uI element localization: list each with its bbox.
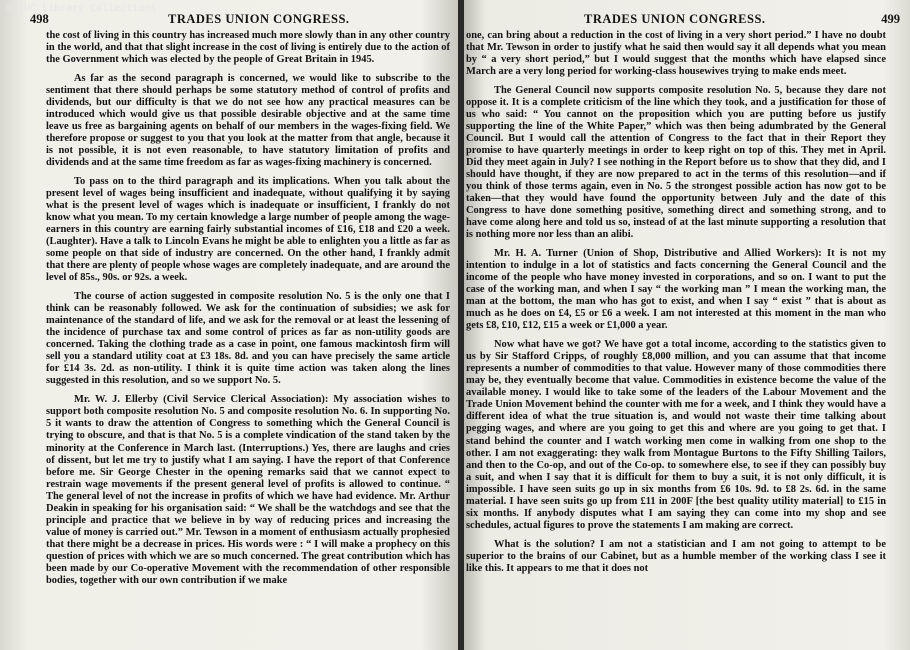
right-paragraph-5: What is the solution? I am not a statistician and I am not going to attempt to be superior to the brains of our Cabinet, but as a humble member of the working class I see it like this. It appears to me that it does not [466, 538, 886, 574]
right-paragraph-4: Now what have we got? We have got a total income, according to the statistics given to us by Sir Stafford Cripps, of roughly £8,000 million, and you can assume that that income represents a number of commodities to that value. However many of those commodities there may be, they eventually become that value. Commodities in existence become the value of the available money. I would like to take some of the leaders of the Labour Movement and the Trade Union Movement behind the counter with me for a week, and I think they would have a different idea of what the true situation is, and would not waste their time talking about pegging wages, and where are you going to get this and where are you going to get that. I stand behind the counter and I watch working men come in walking from one shop to the other. I am not exaggerating: they walk from Montague Burtons to the Fifty Shilling Tailors, and then to the Co-op, and out of the Co-op. to somewhere else, to see if they can possibly buy a suit, and when I say that it is difficult for them to buy a suit, it is not only difficult, it is impossible. I have seen suits go up in six months from £6 10s. 9d. to £8 2s. 6d. in the same material. I have seen suits go up from £11 in 200F [the best quality utility material] to £15 in six months. If anybody disputes what I am saying they can come into my shop and see schedules, actual figures to prove the statements I am making are correct. [466, 339, 886, 531]
right-running-head [466, 10, 900, 30]
left-paragraph-5 [46, 394, 450, 586]
copyright-watermark: © TUC Library Collections [6, 3, 157, 14]
speech-text: (Civil Service Clerical Association): My association wishes to support both composite resolution No. 5 and composite resolution No. 6. In supporting No. 5 it wants to draw the attention of Congress to something which the General Council is trying to obscure, and that is that No. 5 is a complete vindication of the stand taken by the minority at the Conference in March last. (Interruptions.) Yes, there are laughs and cries of dissent, but let me try to justify what I am saying. I have the report of that Conference before me. Sir George Chester in the opening remarks said that we cannot expect to restrain wage movements if the present general level of profits is allowed to continue. “ The general level of not the increase in profits of which we have had evidence. Mr. Arthur Deakin in speaking for his organisation said: “ We shall be the watchdogs and see that the principle and practice that we believe in by way of reducing prices and increasing the value of money is carried out.” Mr. Tewson in a moment of enthusiasm actually prophesied that there might be a decrease in prices. His words were : “ I will make a prophecy on this question of prices with which we are so much concerned. The great contribution which has been made by our Co-operative Movement with the recommendation of other responsible bodies, together with our own contribution if we make [46, 394, 450, 586]
left-paragraph-4: The course of action suggested in composite resolution No. 5 is the only one that I think can be reasonably followed. We ask for the continuation of subsidies; we ask for maintenance of the standard of life, and we ask for the removal or at least the lessening of the incidence of purchase tax and some control of prices as far as non-utility goods are concerned. Taking the clothing trade as a case in point, one famous mackintosh firm will sell you a standard utility coat at £3 18s. 8d. and you can have precisely the same article for £14 3s. 2d. as non-utility. I think it is quite time action was taken along the lines suggested in this resolution, and so we support No. 5. [46, 291, 450, 387]
right-paragraph-2: The General Council now supports composite resolution No. 5, because they dare not oppose it. It is a complete criticism of the line which they took, and a justification for those of us who said: “ You cannot on the proposition which you are putting before us justify supporting the line of the White Paper,” which was then being adumbrated by the General Council. But I would call the attention of Congress to the fact that in their Report they promise to have quarterly meetings in order to keep right on top of this. They met in April. Did they meet again in July? I see nothing in the Report before us to show that they did, and I should have thought, if they are now prepared to act in the terms of this resolution—and if you think of those terms again, even in No. 5 the strongest possible action has now got to be taken—that they would have found the opportunity between July and the date of this Congress to have done something positive, something direct and something strong, and to have come along here and told us so, instead of at the last minute supporting a resolution that is nothing more nor less than an alibi. [466, 85, 886, 241]
speaker-name: Mr. H. A. Turner [494, 248, 578, 260]
left-paragraph-1: the cost of living in this country has increased much more slowly than in any other country in the world, and that that slight increase in the cost of living is entirely due to the action of the Government which was elected by the people of Great Britain in 1945. [46, 30, 450, 66]
right-page-body [466, 30, 886, 575]
right-page-title: TRADES UNION CONGRESS. [584, 12, 766, 26]
speech-text: (Union of Shop, Distributive and Allied Workers): It is not my intention to indulge in a lot of statistics and facts concerning the General Council and the income of the people who have money invested in corporations, and so on. I want to put the case of the working man, and when I say “ the working man ” I mean the working man, the man at the bottom, the man who has got to exist, and when I say “ exist ” that is about as much as he does on £4, £5 or £6 a week. I am not interested at this moment in the man who gets £8, £10, £12, £15 a week or £1,000 a year. [466, 248, 886, 332]
speaker-name: Mr. W. J. Ellerby [74, 394, 159, 406]
right-page [464, 0, 910, 650]
left-paragraph-2: As far as the second paragraph is concerned, we would like to subscribe to the sentiment that there should perhaps be some statutory method of control of profits and dividends, but our difficulty is that we do not see how any practical measures can be introduced which would give us that possible desirable objective and at the same time leave us free as bargaining agents on behalf of our members in the wages-fixing field. We therefore propose or suggest to you that you look at the matter from that angle, because it is not possible, it is not even reasonable, to have statutory limitation of profits and dividends and at the same time freedom as far as wages-fixing machinery is concerned. [46, 73, 450, 169]
left-paragraph-3: To pass on to the third paragraph and its implications. When you talk about the present level of wages being insufficient and inadequate, without qualifying it by saying what is the present level of wages which is inadequate or insufficient, I frankly do not know what you mean. To my certain knowledge a large number of people among the wage-earners in this country are earning fairly substantial incomes of £16, £18 and £20 a week. (Laughter). Have a talk to Lincoln Evans he might be able to enlighten you a little as far as some people on that side of industry are concerned. On the other hand, I frankly admit that there are plenty of people whose wages are completely inadequate, and are around the level of 85s., 90s. or 92s. a week. [46, 176, 450, 284]
right-paragraph-3 [466, 248, 886, 332]
right-page-number: 499 [881, 12, 900, 26]
left-page-title: TRADES UNION CONGRESS. [168, 12, 350, 26]
left-page-body [46, 30, 450, 587]
right-paragraph-1: one, can bring about a reduction in the cost of living in a very short period.” I have no doubt that Mr. Tewson in order to justify what he said then would say it all depends what you mean by “ a very short period,” but I would suggest that the months which have elapsed since March are a very long period for working-class housewives trying to make ends meet. [466, 30, 886, 78]
left-page-number: 498 [30, 12, 49, 26]
